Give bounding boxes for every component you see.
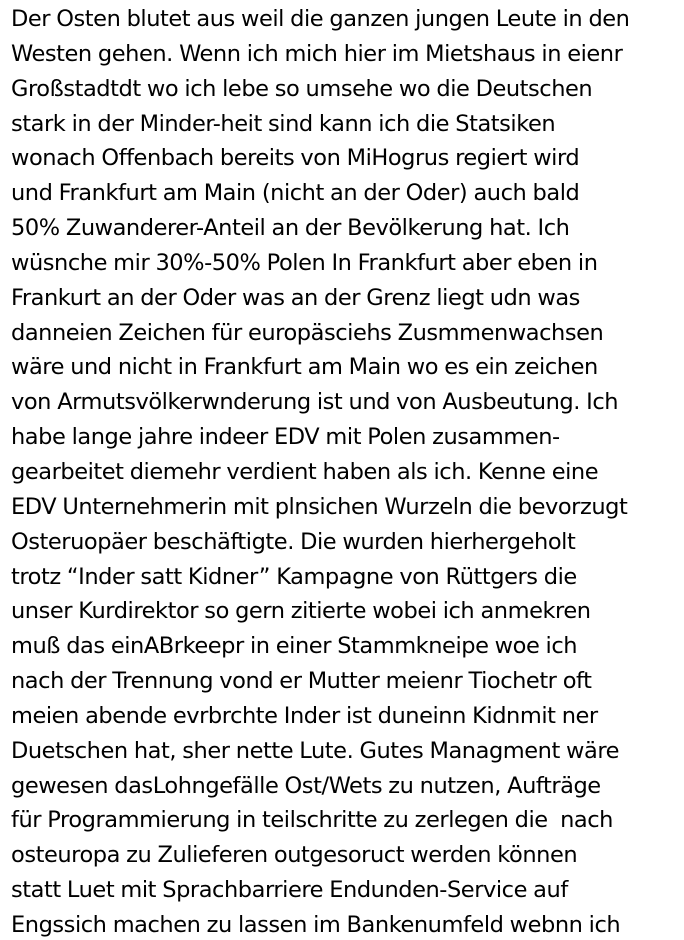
text-line: und Frankfurt am Main (nicht an der Oder) auch bald <box>11 180 580 207</box>
text-line: von Armutsvölkerwnderung ist und von Ausbeutung. Ich <box>11 389 619 416</box>
text-line: wäre und nicht in Frankfurt am Main wo es ein zeichen <box>11 354 598 381</box>
text-line: gearbeitet diemehr verdient haben als ich. Kenne eine <box>11 458 599 485</box>
text-line: Frankurt an der Oder was an der Grenz liegt udn was <box>11 284 580 311</box>
text-line: Duetschen hat, sher nette Lute. Gutes Managment wäre <box>11 737 620 764</box>
text-line: Engssich machen zu lassen im Bankenumfeld webnn ich <box>11 911 621 938</box>
text-line: Westen gehen. Wenn ich mich hier im Mietshaus in eienr <box>11 40 623 67</box>
text-line: unser Kurdirektor so gern zitierte wobei ich anmekren <box>11 598 591 625</box>
text-line: wüsnche mir 30%-50% Polen In Frankfurt aber eben in <box>11 249 598 276</box>
text-line: Osteruopäer beschäftigte. Die wurden hierhergeholt <box>11 528 576 555</box>
text-line: habe lange jahre indeer EDV mit Polen zusammen- <box>11 424 560 451</box>
text-line: Großstadtdt wo ich lebe so umsehe wo die Deutschen <box>11 75 593 102</box>
text-line: 50% Zuwanderer-Anteil an der Bevölkerung hat. Ich <box>11 215 570 242</box>
text-line: nach der Trennung vond er Mutter meienr Tiochetr oft <box>11 668 592 695</box>
text-line: muß das einABrkeepr in einer Stammkneipe woe ich <box>11 633 578 660</box>
body-text <box>11 2 683 940</box>
text-line: Der Osten blutet aus weil die ganzen jungen Leute in den <box>11 6 630 32</box>
text-line: für Programmierung in teilschritte zu zerlegen die nach <box>11 807 613 834</box>
text-line: gewesen dasLohngefälle Ost/Wets zu nutzen, Aufträge <box>11 772 601 799</box>
text-line: danneien Zeichen für europäsciehs Zusmmenwachsen <box>11 319 604 346</box>
text-line: wonach Offenbach bereits von MiHogrus regiert wird <box>11 145 580 172</box>
text-line: statt Luet mit Sprachbarriere Endunden-Service auf <box>11 877 568 904</box>
text-line: stark in der Minder-heit sind kann ich die Statsiken <box>11 110 556 137</box>
text-line: meien abende evrbrchte Inder ist duneinn Kidnmit ner <box>11 702 598 729</box>
text-line: EDV Unternehmerin mit plnsichen Wurzeln die bevorzugt <box>11 493 628 520</box>
text-line: osteuropa zu Zulieferen outgesoruct werden können <box>11 842 578 869</box>
text-line: trotz “Inder satt Kidner” Kampagne von Rüttgers die <box>11 563 577 590</box>
